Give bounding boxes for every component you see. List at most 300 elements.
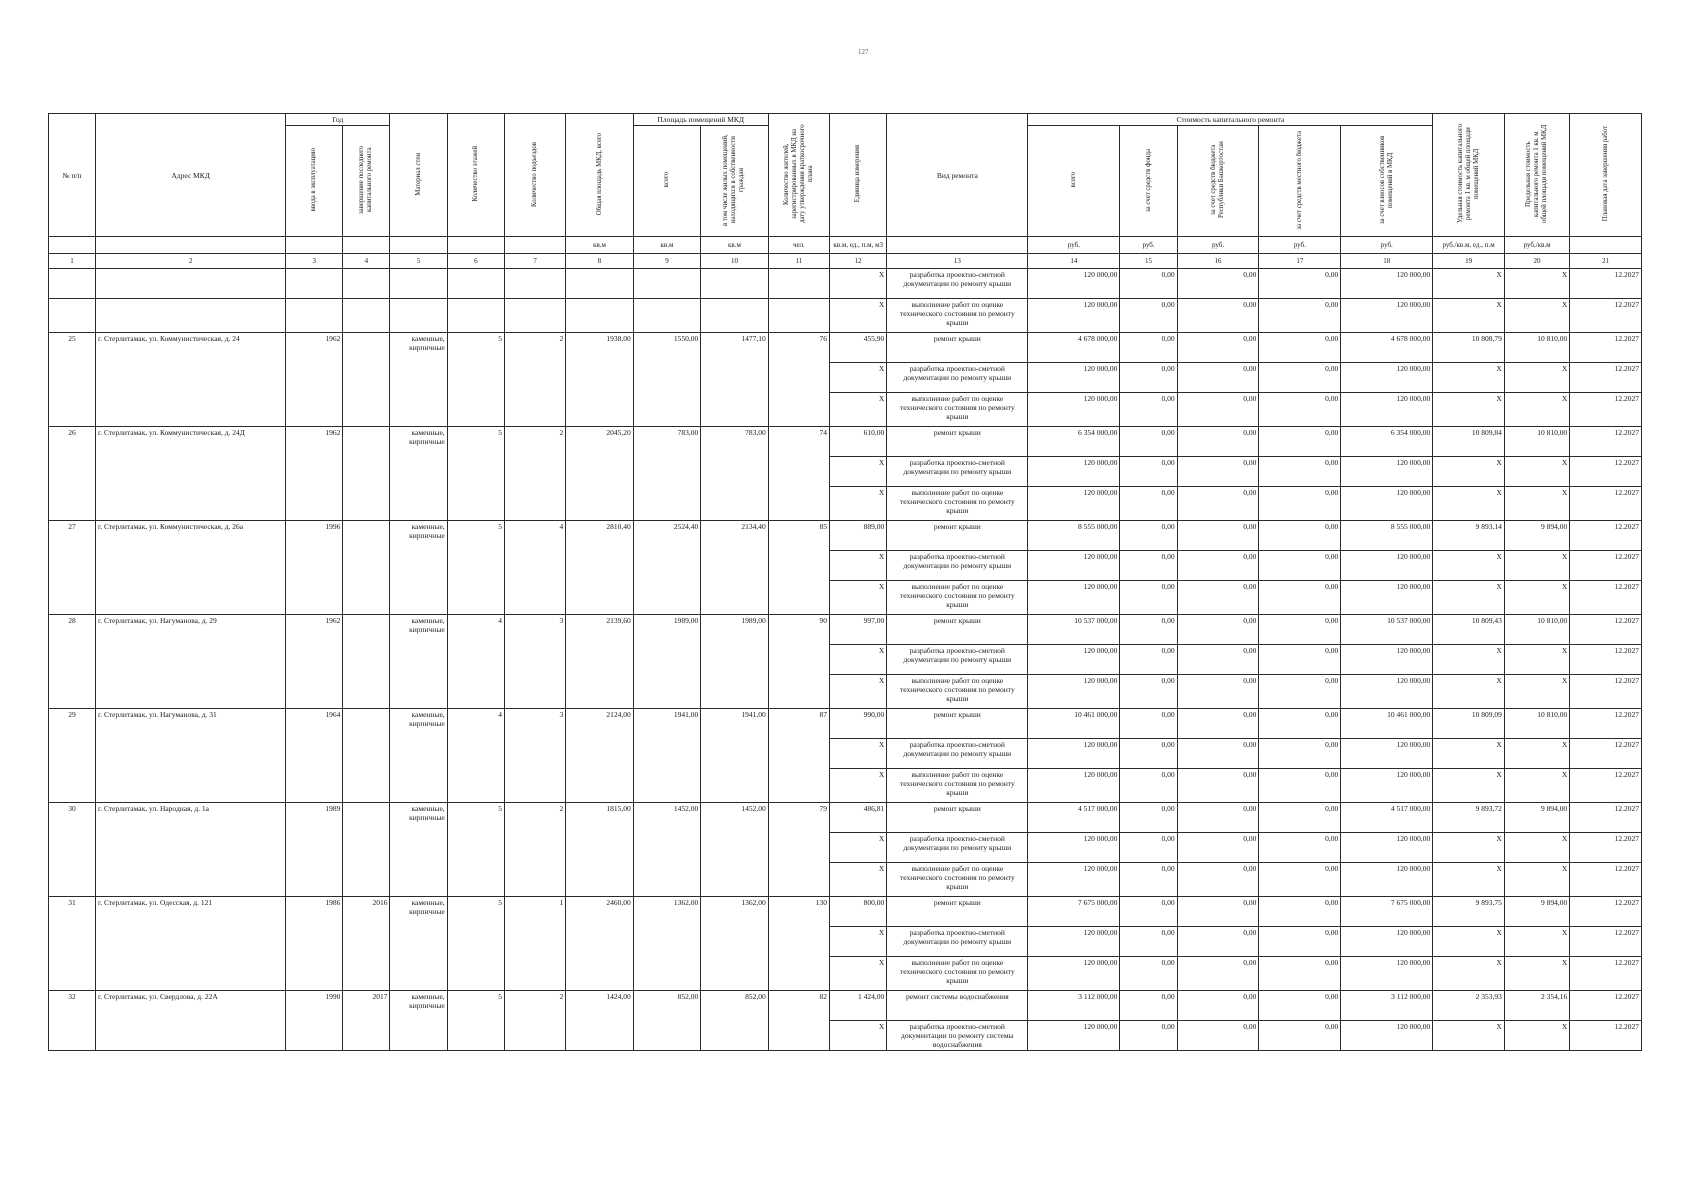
cost-fund: 0,00	[1120, 427, 1177, 457]
header-year-last-repair: завершение последнего капитального ремонта	[343, 126, 390, 237]
cost-total: 120 000,00	[1028, 1021, 1120, 1051]
x-mark: X	[830, 1021, 887, 1051]
unit-cell	[504, 237, 565, 254]
work-type: разработка проектно-сметной документации по ремонту крыши	[887, 833, 1028, 863]
cost-owners: 4 517 000,00	[1341, 803, 1433, 833]
table-row-house	[49, 897, 1642, 927]
cost-republic: 0,00	[1177, 675, 1259, 709]
cost-fund: 0,00	[1120, 393, 1177, 427]
cost-local: 0,00	[1259, 645, 1341, 675]
x-mark: X	[1433, 393, 1505, 427]
cost-local: 0,00	[1259, 269, 1341, 299]
cost-fund: 0,00	[1120, 521, 1177, 551]
cost-local: 0,00	[1259, 299, 1341, 333]
work-type: разработка проектно-сметной документации по ремонту крыши	[887, 645, 1028, 675]
house-number: 31	[49, 897, 96, 991]
deadline: 12.2027	[1570, 521, 1642, 551]
cost-republic: 0,00	[1177, 581, 1259, 615]
x-mark: X	[1433, 739, 1505, 769]
header-max-cost: Предельная стоимость капитального ремонта 1 кв. м общей площади помещений МКД	[1504, 114, 1569, 237]
residents: 82	[768, 991, 829, 1051]
header-deadline: Плановая дата завершения работ	[1570, 114, 1642, 237]
cost-total: 120 000,00	[1028, 269, 1120, 299]
empty-cell	[504, 299, 565, 333]
unit-cell: руб./кв.м, ед., п.м	[1433, 237, 1505, 254]
column-number: 15	[1120, 254, 1177, 269]
x-mark: X	[1504, 581, 1569, 615]
work-type: выполнение работ по оценке технического состояния по ремонту крыши	[887, 487, 1028, 521]
entrances: 4	[504, 521, 565, 615]
column-number: 13	[887, 254, 1028, 269]
year-last-repair	[343, 803, 390, 897]
column-number: 21	[1570, 254, 1642, 269]
cost-owners: 6 354 000,00	[1341, 427, 1433, 457]
deadline: 12.2027	[1570, 363, 1642, 393]
header-residents: Количество жителей, зарегистрированных в МКД на дату утверждения краткосрочного плана	[768, 114, 829, 237]
cost-fund: 0,00	[1120, 487, 1177, 521]
residents: 76	[768, 333, 829, 427]
unit-cost: 10 809,84	[1433, 427, 1505, 457]
column-number: 8	[566, 254, 633, 269]
premises-area: 1989,00	[633, 615, 700, 709]
cost-republic: 0,00	[1177, 269, 1259, 299]
column-number: 7	[504, 254, 565, 269]
floors: 4	[447, 615, 504, 709]
cost-owners: 120 000,00	[1341, 457, 1433, 487]
max-cost: 10 810,00	[1504, 333, 1569, 363]
work-volume: 800,00	[830, 897, 887, 927]
work-volume: 997,00	[830, 615, 887, 645]
cost-owners: 10 461 000,00	[1341, 709, 1433, 739]
header-premises-group: Площадь помещений МКД	[633, 114, 768, 126]
empty-cell	[633, 299, 700, 333]
total-area: 1938,00	[566, 333, 633, 427]
owned-area: 1362,00	[701, 897, 768, 991]
work-volume: 1 424,00	[830, 991, 887, 1021]
cost-total: 120 000,00	[1028, 863, 1120, 897]
empty-cell	[633, 269, 700, 299]
x-mark: X	[1504, 269, 1569, 299]
year-last-repair: 2017	[343, 991, 390, 1051]
column-number: 12	[830, 254, 887, 269]
cost-fund: 0,00	[1120, 645, 1177, 675]
table-row-house	[49, 709, 1642, 739]
wall-material: каменные, кирпичные	[390, 897, 447, 991]
unit-cell: руб.	[1259, 237, 1341, 254]
cost-local: 0,00	[1259, 581, 1341, 615]
table-row-house	[49, 615, 1642, 645]
year-commission: 1962	[286, 427, 343, 521]
work-volume: 486,81	[830, 803, 887, 833]
x-mark: X	[830, 927, 887, 957]
deadline: 12.2027	[1570, 803, 1642, 833]
entrances: 2	[504, 333, 565, 427]
x-mark: X	[830, 299, 887, 333]
house-address: г. Стерлитамак, ул. Нагуманова, д. 31	[96, 709, 286, 803]
x-mark: X	[1504, 487, 1569, 521]
cost-owners: 8 555 000,00	[1341, 521, 1433, 551]
cost-total: 120 000,00	[1028, 739, 1120, 769]
residents: 87	[768, 709, 829, 803]
house-number: 32	[49, 991, 96, 1051]
cost-total: 120 000,00	[1028, 299, 1120, 333]
cost-local: 0,00	[1259, 427, 1341, 457]
year-last-repair	[343, 615, 390, 709]
cost-total: 120 000,00	[1028, 645, 1120, 675]
cost-republic: 0,00	[1177, 863, 1259, 897]
deadline: 12.2027	[1570, 333, 1642, 363]
cost-total: 3 112 000,00	[1028, 991, 1120, 1021]
unit-cost: 9 893,14	[1433, 521, 1505, 551]
empty-cell	[566, 269, 633, 299]
empty-cell	[447, 299, 504, 333]
header-cost-fund: за счет средств фонда	[1120, 126, 1177, 237]
year-last-repair	[343, 333, 390, 427]
x-mark: X	[830, 863, 887, 897]
column-number: 20	[1504, 254, 1569, 269]
header-premises-owned: в том числе жилых помещений, находящихся в собственности граждан	[701, 126, 768, 237]
cost-fund: 0,00	[1120, 333, 1177, 363]
cost-total: 120 000,00	[1028, 769, 1120, 803]
units-row	[49, 237, 1642, 254]
owned-area: 1989,00	[701, 615, 768, 709]
x-mark: X	[1433, 363, 1505, 393]
premises-area: 852,00	[633, 991, 700, 1051]
total-area: 1815,00	[566, 803, 633, 897]
total-area: 2460,00	[566, 897, 633, 991]
unit-cost: 10 809,43	[1433, 615, 1505, 645]
year-commission: 1986	[286, 897, 343, 991]
cost-republic: 0,00	[1177, 833, 1259, 863]
x-mark: X	[830, 457, 887, 487]
cost-local: 0,00	[1259, 393, 1341, 427]
max-cost: 9 894,00	[1504, 803, 1569, 833]
house-address: г. Стерлитамак, ул. Одесская, д. 121	[96, 897, 286, 991]
column-number: 18	[1341, 254, 1433, 269]
cost-local: 0,00	[1259, 521, 1341, 551]
cost-owners: 120 000,00	[1341, 487, 1433, 521]
column-number: 11	[768, 254, 829, 269]
deadline: 12.2027	[1570, 645, 1642, 675]
cost-fund: 0,00	[1120, 581, 1177, 615]
cost-local: 0,00	[1259, 333, 1341, 363]
max-cost: 2 354,16	[1504, 991, 1569, 1021]
cost-republic: 0,00	[1177, 803, 1259, 833]
header-address: Адрес МКД	[96, 114, 286, 237]
residents: 90	[768, 615, 829, 709]
cost-local: 0,00	[1259, 803, 1341, 833]
x-mark: X	[1433, 581, 1505, 615]
header-year-commission: ввода в эксплуатацию	[286, 126, 343, 237]
cost-total: 10 461 000,00	[1028, 709, 1120, 739]
cost-local: 0,00	[1259, 675, 1341, 709]
x-mark: X	[1433, 769, 1505, 803]
x-mark: X	[830, 833, 887, 863]
x-mark: X	[1504, 363, 1569, 393]
work-volume: 455,90	[830, 333, 887, 363]
work-type: ремонт крыши	[887, 615, 1028, 645]
x-mark: X	[1433, 299, 1505, 333]
unit-cell	[96, 237, 286, 254]
work-volume: 990,00	[830, 709, 887, 739]
floors: 4	[447, 709, 504, 803]
cost-fund: 0,00	[1120, 709, 1177, 739]
header-total-area: Общая площадь МКД, всего	[566, 114, 633, 237]
work-type: ремонт крыши	[887, 427, 1028, 457]
work-type: разработка проектно-сметной документации по ремонту крыши	[887, 551, 1028, 581]
cost-total: 120 000,00	[1028, 957, 1120, 991]
work-type: ремонт системы водоснабжения	[887, 991, 1028, 1021]
table-row-house	[49, 333, 1642, 363]
house-number: 28	[49, 615, 96, 709]
x-mark: X	[830, 269, 887, 299]
work-type: разработка проектно-сметной документации по ремонту крыши	[887, 457, 1028, 487]
year-commission: 1964	[286, 709, 343, 803]
deadline: 12.2027	[1570, 299, 1642, 333]
x-mark: X	[1504, 739, 1569, 769]
total-area: 2124,00	[566, 709, 633, 803]
entrances: 2	[504, 803, 565, 897]
column-number: 6	[447, 254, 504, 269]
empty-cell	[701, 299, 768, 333]
cost-total: 120 000,00	[1028, 675, 1120, 709]
x-mark: X	[1504, 1021, 1569, 1051]
x-mark: X	[830, 393, 887, 427]
cost-local: 0,00	[1259, 739, 1341, 769]
unit-cell	[49, 237, 96, 254]
empty-cell	[343, 299, 390, 333]
x-mark: X	[830, 581, 887, 615]
cost-owners: 120 000,00	[1341, 739, 1433, 769]
year-last-repair	[343, 427, 390, 521]
floors: 5	[447, 427, 504, 521]
work-type: разработка проектно-сметной документации по ремонту крыши	[887, 739, 1028, 769]
total-area: 1424,00	[566, 991, 633, 1051]
cost-fund: 0,00	[1120, 457, 1177, 487]
wall-material: каменные, кирпичные	[390, 991, 447, 1051]
floors: 5	[447, 333, 504, 427]
column-number: 2	[96, 254, 286, 269]
cost-local: 0,00	[1259, 487, 1341, 521]
floors: 5	[447, 803, 504, 897]
x-mark: X	[1504, 551, 1569, 581]
work-type: выполнение работ по оценке технического состояния по ремонту крыши	[887, 769, 1028, 803]
cost-total: 4 517 000,00	[1028, 803, 1120, 833]
empty-cell	[286, 269, 343, 299]
unit-cell: руб./кв.м	[1504, 237, 1569, 254]
max-cost: 10 810,00	[1504, 709, 1569, 739]
deadline: 12.2027	[1570, 1021, 1642, 1051]
work-type: выполнение работ по оценке технического состояния по ремонту крыши	[887, 299, 1028, 333]
cost-local: 0,00	[1259, 833, 1341, 863]
house-address: г. Стерлитамак, ул. Свердлова, д. 22А	[96, 991, 286, 1051]
cost-republic: 0,00	[1177, 393, 1259, 427]
header-floors: Количество этажей	[447, 114, 504, 237]
cost-owners: 120 000,00	[1341, 1021, 1433, 1051]
cost-fund: 0,00	[1120, 675, 1177, 709]
x-mark: X	[1433, 675, 1505, 709]
residents: 130	[768, 897, 829, 991]
cost-local: 0,00	[1259, 1021, 1341, 1051]
empty-cell	[768, 299, 829, 333]
entrances: 2	[504, 427, 565, 521]
x-mark: X	[1504, 833, 1569, 863]
deadline: 12.2027	[1570, 739, 1642, 769]
house-address: г. Стерлитамак, ул. Народная, д. 1а	[96, 803, 286, 897]
work-type: ремонт крыши	[887, 709, 1028, 739]
work-type: ремонт крыши	[887, 897, 1028, 927]
cost-republic: 0,00	[1177, 927, 1259, 957]
total-area: 2045,20	[566, 427, 633, 521]
x-mark: X	[1504, 863, 1569, 897]
deadline: 12.2027	[1570, 487, 1642, 521]
empty-cell	[49, 269, 96, 299]
cost-owners: 120 000,00	[1341, 957, 1433, 991]
cost-republic: 0,00	[1177, 709, 1259, 739]
year-commission: 1996	[286, 521, 343, 615]
page-number: 127	[858, 48, 869, 56]
work-type: разработка проектно-сметной документации по ремонту системы водоснабжения	[887, 1021, 1028, 1051]
column-number: 5	[390, 254, 447, 269]
cost-fund: 0,00	[1120, 1021, 1177, 1051]
x-mark: X	[1433, 927, 1505, 957]
cost-owners: 120 000,00	[1341, 551, 1433, 581]
cost-republic: 0,00	[1177, 739, 1259, 769]
x-mark: X	[830, 769, 887, 803]
cost-fund: 0,00	[1120, 957, 1177, 991]
empty-cell	[343, 269, 390, 299]
deadline: 12.2027	[1570, 551, 1642, 581]
empty-cell	[504, 269, 565, 299]
cost-owners: 120 000,00	[1341, 581, 1433, 615]
owned-area: 1452,00	[701, 803, 768, 897]
residents: 85	[768, 521, 829, 615]
column-number: 10	[701, 254, 768, 269]
header-year-group: Год	[286, 114, 390, 126]
header-cost-local: за счет средств местного бюджета	[1259, 126, 1341, 237]
unit-cost: 10 809,09	[1433, 709, 1505, 739]
deadline: 12.2027	[1570, 457, 1642, 487]
deadline: 12.2027	[1570, 393, 1642, 427]
cost-local: 0,00	[1259, 769, 1341, 803]
x-mark: X	[830, 675, 887, 709]
x-mark: X	[1504, 299, 1569, 333]
unit-cost: 9 893,72	[1433, 803, 1505, 833]
column-number: 4	[343, 254, 390, 269]
unit-cell: кв.м, ед., п.м, м3	[830, 237, 887, 254]
unit-cell	[447, 237, 504, 254]
cost-owners: 3 112 000,00	[1341, 991, 1433, 1021]
house-address: г. Стерлитамак, ул. Коммунистическая, д. 26а	[96, 521, 286, 615]
unit-cell: чел.	[768, 237, 829, 254]
work-type: ремонт крыши	[887, 521, 1028, 551]
work-type: разработка проектно-сметной документации по ремонту крыши	[887, 269, 1028, 299]
column-number: 19	[1433, 254, 1505, 269]
year-commission: 1989	[286, 803, 343, 897]
wall-material: каменные, кирпичные	[390, 803, 447, 897]
cost-republic: 0,00	[1177, 487, 1259, 521]
cost-republic: 0,00	[1177, 457, 1259, 487]
owned-area: 1477,10	[701, 333, 768, 427]
entrances: 3	[504, 709, 565, 803]
header-unit: Единица измерения	[830, 114, 887, 237]
cost-local: 0,00	[1259, 551, 1341, 581]
work-type: ремонт крыши	[887, 333, 1028, 363]
cost-total: 120 000,00	[1028, 833, 1120, 863]
work-type: выполнение работ по оценке технического состояния по ремонту крыши	[887, 581, 1028, 615]
entrances: 2	[504, 991, 565, 1051]
empty-cell	[566, 299, 633, 333]
unit-cell	[343, 237, 390, 254]
cost-total: 120 000,00	[1028, 581, 1120, 615]
table-row-house	[49, 427, 1642, 457]
x-mark: X	[1504, 645, 1569, 675]
unit-cell: кв.м	[566, 237, 633, 254]
house-number: 30	[49, 803, 96, 897]
x-mark: X	[1433, 863, 1505, 897]
cost-fund: 0,00	[1120, 769, 1177, 803]
table-row-house	[49, 991, 1642, 1021]
cost-republic: 0,00	[1177, 333, 1259, 363]
header-no: № п/п	[49, 114, 96, 237]
cost-republic: 0,00	[1177, 427, 1259, 457]
cost-fund: 0,00	[1120, 991, 1177, 1021]
work-volume: 889,00	[830, 521, 887, 551]
house-number: 25	[49, 333, 96, 427]
unit-cost: 9 893,75	[1433, 897, 1505, 927]
deadline: 12.2027	[1570, 991, 1642, 1021]
work-type: выполнение работ по оценке технического состояния по ремонту крыши	[887, 393, 1028, 427]
deadline: 12.2027	[1570, 957, 1642, 991]
max-cost: 9 894,00	[1504, 897, 1569, 927]
x-mark: X	[830, 957, 887, 991]
x-mark: X	[1433, 645, 1505, 675]
cost-local: 0,00	[1259, 863, 1341, 897]
x-mark: X	[1433, 833, 1505, 863]
total-area: 2139,60	[566, 615, 633, 709]
x-mark: X	[1504, 957, 1569, 991]
year-last-repair: 2016	[343, 897, 390, 991]
empty-cell	[49, 299, 96, 333]
x-mark: X	[1433, 487, 1505, 521]
unit-cell: руб.	[1028, 237, 1120, 254]
cost-republic: 0,00	[1177, 897, 1259, 927]
cost-total: 120 000,00	[1028, 551, 1120, 581]
year-commission: 1990	[286, 991, 343, 1051]
header-premises-all: всего	[633, 126, 700, 237]
table-row-subwork	[49, 269, 1642, 299]
x-mark: X	[1504, 457, 1569, 487]
header-wall-material: Материал стен	[390, 114, 447, 237]
cost-local: 0,00	[1259, 615, 1341, 645]
x-mark: X	[1433, 269, 1505, 299]
unit-cell: кв.м	[633, 237, 700, 254]
cost-total: 120 000,00	[1028, 393, 1120, 427]
cost-owners: 120 000,00	[1341, 769, 1433, 803]
deadline: 12.2027	[1570, 863, 1642, 897]
cost-republic: 0,00	[1177, 1021, 1259, 1051]
unit-cell: руб.	[1177, 237, 1259, 254]
deadline: 12.2027	[1570, 675, 1642, 709]
cost-total: 120 000,00	[1028, 457, 1120, 487]
cost-owners: 4 678 000,00	[1341, 333, 1433, 363]
empty-cell	[96, 269, 286, 299]
column-number: 17	[1259, 254, 1341, 269]
cost-owners: 120 000,00	[1341, 299, 1433, 333]
cost-republic: 0,00	[1177, 645, 1259, 675]
premises-area: 1941,00	[633, 709, 700, 803]
floors: 5	[447, 897, 504, 991]
